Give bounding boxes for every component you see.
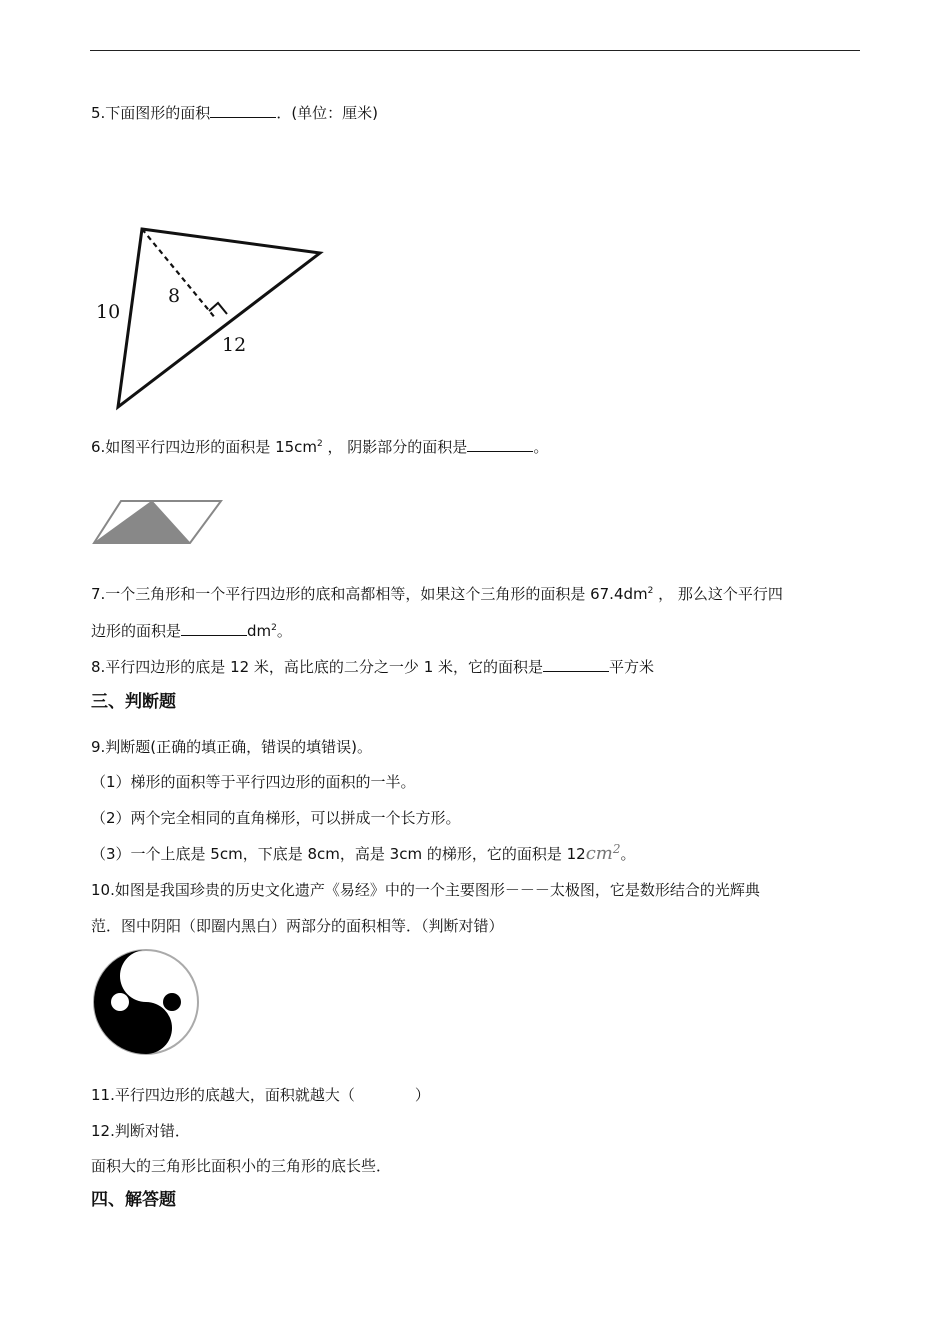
question-12-statement: 面积大的三角形比面积小的三角形的底长些． <box>91 1157 392 1175</box>
question-10-line-1: 10.如图是我国珍贵的历史文化遗产《易经》中的一个主要图形－－－太极图，它是数形结合的光辉典 <box>91 881 760 899</box>
superscript: 2 <box>647 586 654 596</box>
side-label: 10 <box>96 301 121 323</box>
q8-unit: 平方米 <box>609 658 655 676</box>
q9-item3-end: 。 <box>620 845 636 863</box>
question-9-title: 9.判断题(正确的填正确，错误的填错误)。 <box>91 738 373 756</box>
question-6 <box>91 437 548 457</box>
cm-unit: cm <box>585 843 613 864</box>
q6-text-mid: ， 阴影部分的面积是 <box>322 438 468 456</box>
superscript: 2 <box>317 439 323 449</box>
question-11: 11.平行四边形的底越大，面积就越大（ ） <box>91 1086 430 1104</box>
q7-unit: dm <box>247 622 272 640</box>
header-rule <box>90 50 860 51</box>
q6-text: 6.如图平行四边形的面积是 15cm <box>91 438 318 456</box>
q5-unit: ．(单位：厘米) <box>276 104 379 122</box>
superscript: 2 <box>271 623 277 633</box>
taiji-figure <box>92 948 200 1056</box>
question-8 <box>91 657 654 677</box>
q7-end: 。 <box>276 622 292 640</box>
question-7-line-2 <box>91 621 292 641</box>
q7-text: 7.一个三角形和一个平行四边形的底和高都相等，如果这个三角形的面积是 67.4dm <box>91 585 648 603</box>
q5-text: 5.下面图形的面积 <box>91 104 211 122</box>
answer-blank[interactable] <box>210 103 276 118</box>
triangle-shape <box>118 229 320 407</box>
question-7-line-1 <box>91 584 783 604</box>
taiji-light-dot <box>111 993 129 1011</box>
q8-text: 8.平行四边形的底是 12 米，高比底的二分之一少 1 米，它的面积是 <box>91 658 544 676</box>
taiji-dark-dot <box>163 993 181 1011</box>
question-5 <box>91 103 378 123</box>
answer-blank[interactable] <box>543 657 609 672</box>
parallelogram-figure <box>90 496 226 548</box>
question-9-item-2: （2）两个完全相同的直角梯形，可以拼成一个长方形。 <box>91 809 461 827</box>
base-label: 12 <box>222 334 247 356</box>
section-title-3: 三、判断题 <box>91 692 176 712</box>
q9-item3-text: （3）一个上底是 5cm，下底是 8cm，高是 3cm 的梯形，它的面积是 12 <box>91 845 586 863</box>
question-10-line-2: 范．图中阴阳（即圈内黑白）两部分的面积相等．（判断对错） <box>91 917 504 935</box>
height-label: 8 <box>168 285 181 307</box>
q6-end: 。 <box>533 438 549 456</box>
superscript: 2 <box>612 842 621 856</box>
q7-text-end: ， 那么这个平行四 <box>653 585 783 603</box>
answer-blank[interactable] <box>467 437 533 452</box>
section-title-4: 四、解答题 <box>91 1190 176 1210</box>
triangle-figure <box>88 215 333 420</box>
question-9-item-1: （1）梯形的面积等于平行四边形的面积的一半。 <box>91 773 416 791</box>
q7-text-2: 边形的面积是 <box>91 622 182 640</box>
question-12-title: 12.判断对错． <box>91 1122 190 1140</box>
question-9-item-3 <box>91 844 636 864</box>
answer-blank[interactable] <box>181 621 247 636</box>
